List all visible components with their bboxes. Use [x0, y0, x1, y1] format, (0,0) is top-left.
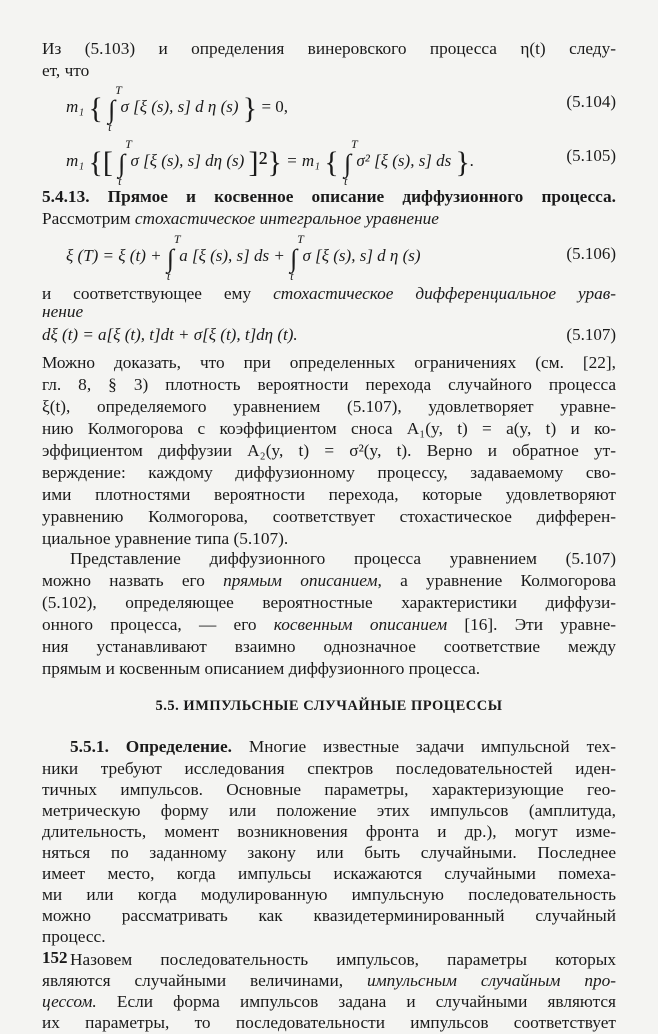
equation-5-106 — [66, 232, 616, 283]
integral-sign: ∫ T t — [166, 232, 181, 283]
eq-body: dξ (t) = a[ξ (t), t]dt + σ[ξ (t), t]dη (t). — [42, 325, 298, 344]
integral-sign: ∫ T t — [344, 137, 358, 188]
text-line: циальное уравнение типа (5.107). — [42, 529, 289, 548]
equation-number: (5.104) — [566, 92, 616, 111]
text-line: их параметры, то последовательности импульсов соответствует — [42, 1013, 616, 1032]
integral-sign: ∫ T t — [290, 232, 304, 283]
text-line: (5.102), определяющее вероятностные характеристики диффузи- — [42, 593, 616, 612]
text-line: онного процесса, — его косвенным описанием [16]. Эти уравне- — [42, 615, 617, 634]
eq-end: . — [469, 151, 475, 170]
text-line: ξ(t), определяемого уравнением (5.107), удовлетворяет уравне- — [42, 397, 616, 416]
equation-number: (5.105) — [566, 146, 616, 165]
section-heading: 5.5. ИМПУЛЬСНЫЕ СЛУЧАЙНЫЕ ПРОЦЕССЫ — [155, 698, 503, 714]
text-line: длительность, момент возникновения фронта и др.), могут изме- — [42, 822, 616, 841]
text-line: ми или когда модулированную импульсную последовательность — [42, 885, 616, 904]
text-line: Рассмотрим стохастическое интегральное уравнение — [42, 209, 439, 228]
equation-number: (5.107) — [566, 325, 616, 344]
text-line: можно назвать его прямым описанием, а уравнение Колмогорова — [42, 571, 616, 590]
text-line: верждение: каждому диффузионному процессу, задаваемому сво- — [42, 463, 616, 482]
text-line: эффициентом диффузии A₂(y, t) = σ²(y, t). Верно и обратное ут- — [42, 441, 616, 460]
eq-integrand: σ [ξ (s), s] d η (s) — [120, 97, 239, 116]
equation-5-105: m₁ {[ ∫ T t σ [ξ (s), s] dη (s) ]²} = m₁ { ∫ T t σ² [ξ (s), s] ds }. (5.105) — [66, 137, 616, 188]
integral-sign: ∫ T t — [118, 137, 132, 188]
text-line: ники требуют исследования спектров последовательностей иден- — [42, 759, 616, 778]
text-line: метрическую форму или положение этих импульсов (амплитуда, — [42, 801, 616, 820]
integral-sign: ∫ T t — [108, 83, 122, 134]
eq-integrand: a [ξ (s), s] ds + — [179, 246, 285, 265]
text-line: Можно доказать, что при определенных ограничениях (см. [22], — [42, 353, 616, 372]
equation-5-107 — [42, 315, 616, 355]
eq-integrand-2: σ [ξ (s), s] d η (s) — [302, 246, 421, 265]
equation-5-104: m₁ { ∫ T t σ [ξ (s), s] d η (s) } = 0, (5.104) — [66, 83, 616, 134]
text-line: нение — [42, 302, 84, 321]
text-line: Представление диффузионного процесса уравнением (5.107) — [70, 549, 616, 568]
text-line: процесс. — [42, 927, 106, 946]
text-line: гл. 8, § 3) плотность вероятности перехода случайного процесса — [42, 375, 616, 394]
text-line: и соответствующее ему стохастическое дифференциальное урав- — [42, 284, 616, 303]
text-line: нию Колмогорова с коэффициентом сноса A₁(y, t) = a(y, t) и ко- — [42, 419, 616, 438]
text-line: тичных импульсов. Основные параметры, характеризующие гео- — [42, 780, 616, 799]
text-line: можно рассматривать как квазидетерминированный случайный — [42, 906, 616, 925]
text-line: няться по заданному закону или быть случайными. Последнее — [42, 843, 616, 862]
text-line: прямым и косвенным описанием диффузионного процесса. — [42, 659, 481, 678]
text-line: имеет место, когда импульсы искажаются случайными помеха- — [42, 864, 616, 883]
equation-number: (5.106) — [566, 244, 616, 263]
eq-rhs: = 0, — [261, 97, 289, 116]
subsection-heading: 5.4.13. Прямое и косвенное описание диффузионного процесса. — [42, 187, 616, 206]
text-line: ния устанавливают взаимно однозначное соответствие между — [42, 637, 616, 656]
eq-mid: = m₁ — [286, 151, 321, 170]
text-line: ими плотностями вероятности перехода, которые удовлетворяют — [42, 485, 616, 504]
page-number: 152 — [42, 948, 68, 967]
text-line: ет, что — [42, 61, 90, 80]
eq-integrand: σ [ξ (s), s] dη (s) — [130, 151, 245, 170]
text-line: цессом. Если форма импульсов задана и случайными являются — [42, 992, 616, 1011]
eq-lhs: m₁ — [66, 151, 85, 170]
eq-lhs: m₁ — [66, 97, 85, 116]
eq-lhs: ξ (T) = ξ (t) + — [66, 246, 162, 265]
eq-integrand-2: σ² [ξ (s), s] ds — [356, 151, 452, 170]
text-line: уравнению Колмогорова, соответствует стохастическое дифферен- — [42, 507, 616, 526]
text-line: Назовем последовательность импульсов, параметры которых — [70, 950, 616, 969]
text-line: являются случайными величинами, импульсным случайным про- — [42, 971, 616, 990]
text-line: 5.5.1. Определение. Многие известные задачи импульсной тех- — [70, 737, 616, 756]
text-line: Из (5.103) и определения винеровского процесса η(t) следу- — [42, 39, 616, 58]
